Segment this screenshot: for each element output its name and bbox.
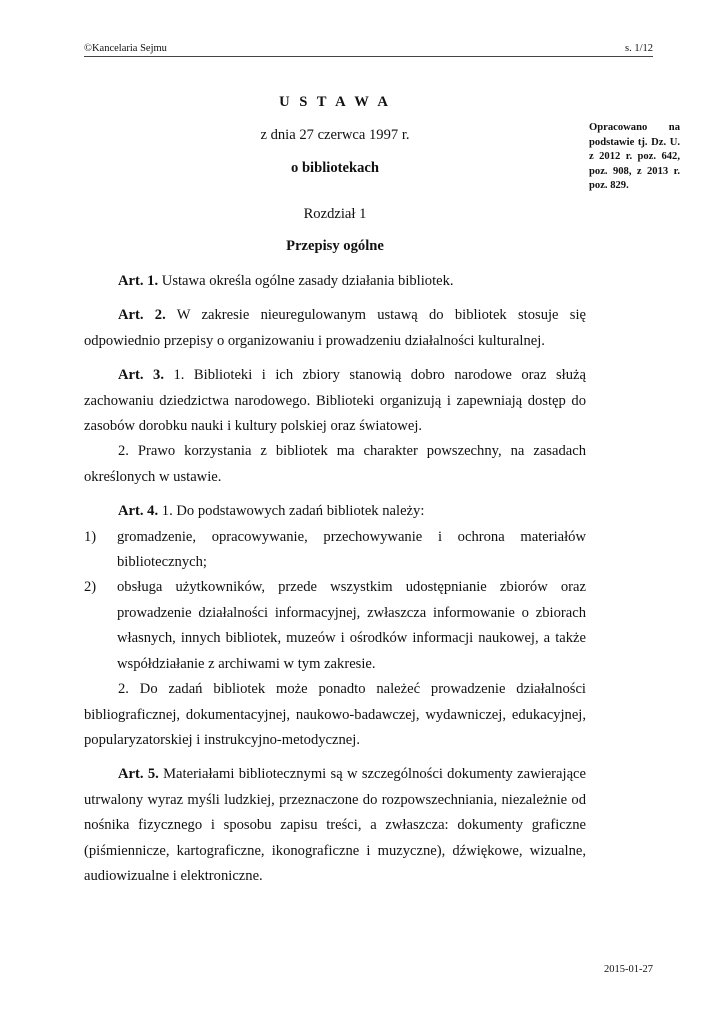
article-label: Art. 5. xyxy=(118,766,159,783)
article-2 xyxy=(84,303,586,354)
side-note: Opracowano na podstawie tj. Dz. U. z 2012 r. poz. 642, poz. 908, z 2013 r. poz. 829. xyxy=(589,122,680,191)
header-page-number: s. 1/12 xyxy=(624,43,653,54)
list-item-text: obsługa użytkowników, przede wszystkim udostępnianie zbiorów oraz prowadzenie działalności informacyjnej, zwłaszcza informowanie o zbiorach własnych, innych bibliotek, muzeów i ośrodków informacji naukowej, a także współdziałanie z archiwami w tym zakresie. xyxy=(117,579,586,672)
list-item xyxy=(84,575,586,677)
article-text: Ustawa określa ogólne zasady działania bibliotek. xyxy=(158,273,454,289)
article-text: W zakresie nieuregulowanym ustawą do bibliotek stosuje się odpowiednio przepisy o organizowaniu i prowadzeniu działalności kulturalnej. xyxy=(84,307,586,349)
article-text: 1. Biblioteki i ich zbiory stanowią dobro narodowe oraz służą zachowaniu dziedzictwa narodowego. Biblioteki organizują i zapewniają dostęp do zasobów dorobku nauki i kultury polskiej oraz światowej. xyxy=(84,367,586,435)
chapter-title: Przepisy ogólne xyxy=(286,238,384,254)
act-date: z dnia 27 czerwca 1997 r. xyxy=(260,127,410,143)
article-label: Art. 3. xyxy=(118,367,164,384)
article-label: Art. 1. xyxy=(118,273,159,289)
article-text: 1. Do podstawowych zadań bibliotek należy: xyxy=(158,503,425,520)
article-5 xyxy=(84,762,586,889)
act-subject: o bibliotekach xyxy=(291,160,379,176)
article-label: Art. 2. xyxy=(118,307,166,324)
chapter-number: Rozdział 1 xyxy=(303,206,367,222)
article-3 xyxy=(84,363,586,439)
article-4 xyxy=(84,499,586,524)
header-rule xyxy=(84,56,653,57)
article-1 xyxy=(84,269,586,294)
list-item-text: gromadzenie, opracowywanie, przechowywanie i ochrona materiałów bibliotecznych; xyxy=(117,528,586,571)
article-text: Materiałami bibliotecznymi są w szczególności dokumenty zawierające utrwalony wyraz myśli ludzkiej, przeznaczone do rozpowszechniania, niezależnie od nośnika fizycznego i sposobu zapisu treści, a zwłaszcza: dokumenty graficzne (piśmiennicze, kartograficzne, ikonograficzne i muzyczne), dźwiękowe, wizualne, audiowizualne i elektroniczne. xyxy=(84,766,586,884)
header-source: ©Kancelaria Sejmu xyxy=(84,43,167,54)
article-label: Art. 4. xyxy=(118,503,159,520)
article-4-paragraph-2: 2. Do zadań bibliotek może ponadto należeć prowadzenie działalności bibliograficznej, dokumentacyjnej, naukowo-badawczej, wydawniczej, edukacyjnej, popularyzatorskiej i instrukcyjno-metodycznej. xyxy=(84,681,586,748)
list-item-number: 2) xyxy=(84,579,97,596)
footer-date: 2015-01-27 xyxy=(604,964,653,975)
act-title: U S T A W A xyxy=(279,94,391,110)
document-body xyxy=(84,269,586,889)
list-item-number: 1) xyxy=(84,528,97,545)
list-item xyxy=(84,525,586,576)
article-3-paragraph-2: 2. Prawo korzystania z bibliotek ma charakter powszechny, na zasadach określonych w ustawie. xyxy=(84,443,586,485)
